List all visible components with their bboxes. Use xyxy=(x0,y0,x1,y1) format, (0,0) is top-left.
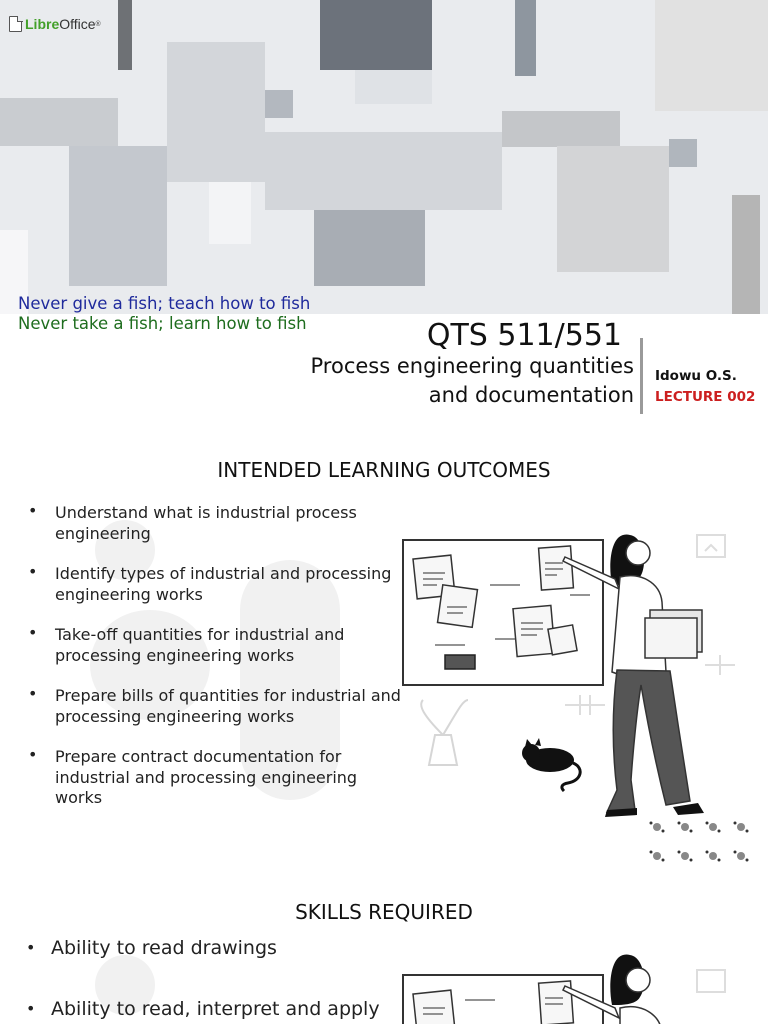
ilo-item-text: Take-off quantities for industrial and processing engineering works xyxy=(55,625,345,665)
title-divider xyxy=(640,338,643,414)
bullet: • xyxy=(26,938,36,957)
motto-line-2: Never take a fish; learn how to fish xyxy=(18,314,307,333)
bullet: • xyxy=(26,999,36,1018)
course-title-line-1: Process engineering quantities xyxy=(310,354,634,378)
skill-item xyxy=(26,997,406,1021)
bullet: • xyxy=(28,745,38,764)
skill-item xyxy=(26,936,406,960)
woman-pinning-notes-board-illustration xyxy=(395,515,765,875)
author-name: Idowu O.S. xyxy=(655,368,737,384)
logo-mark: ® xyxy=(95,20,101,28)
course-title xyxy=(214,352,634,410)
lecture-number: LECTURE 002 xyxy=(655,389,756,405)
ilo-item xyxy=(28,686,408,727)
ilo-item-text: Understand what is industrial process engineering xyxy=(55,503,357,543)
skills-heading: SKILLS REQUIRED xyxy=(295,900,473,924)
skills-list xyxy=(26,936,406,1024)
course-code: QTS 511/551 xyxy=(426,318,622,353)
libreoffice-logo xyxy=(9,16,101,32)
ilo-list xyxy=(28,503,408,829)
course-title-line-2: and documentation xyxy=(428,383,634,407)
potted-plant-icon xyxy=(421,700,468,765)
bullet: • xyxy=(28,684,38,703)
ilo-item xyxy=(28,564,408,605)
skill-item-text: Ability to read drawings xyxy=(51,937,277,959)
logo-office-text: Office xyxy=(59,16,96,32)
decorative-dots-icon xyxy=(650,822,749,862)
bullet: • xyxy=(28,562,38,581)
ilo-item-text: Prepare bills of quantities for industrial and processing engineering works xyxy=(55,686,401,726)
libreoffice-document-icon xyxy=(9,16,22,32)
logo-libre-text: Libre xyxy=(25,16,60,32)
motto-line-1: Never give a fish; teach how to fish xyxy=(18,294,311,313)
ilo-item-text: Identify types of industrial and processing engineering works xyxy=(55,564,392,604)
ilo-item-text: Prepare contract documentation for industrial and processing engineering works xyxy=(55,747,358,807)
woman-pinning-notes-board-illustration xyxy=(395,950,765,1024)
bullet: • xyxy=(28,501,38,520)
skill-item-text: Ability to read, interpret and apply xyxy=(51,998,380,1020)
cat-icon xyxy=(522,738,580,791)
ilo-item xyxy=(28,503,408,544)
ilo-item xyxy=(28,747,408,809)
ilo-item xyxy=(28,625,408,666)
ilo-heading: INTENDED LEARNING OUTCOMES xyxy=(217,458,551,482)
header-banner xyxy=(0,0,768,314)
bullet: • xyxy=(28,623,38,642)
